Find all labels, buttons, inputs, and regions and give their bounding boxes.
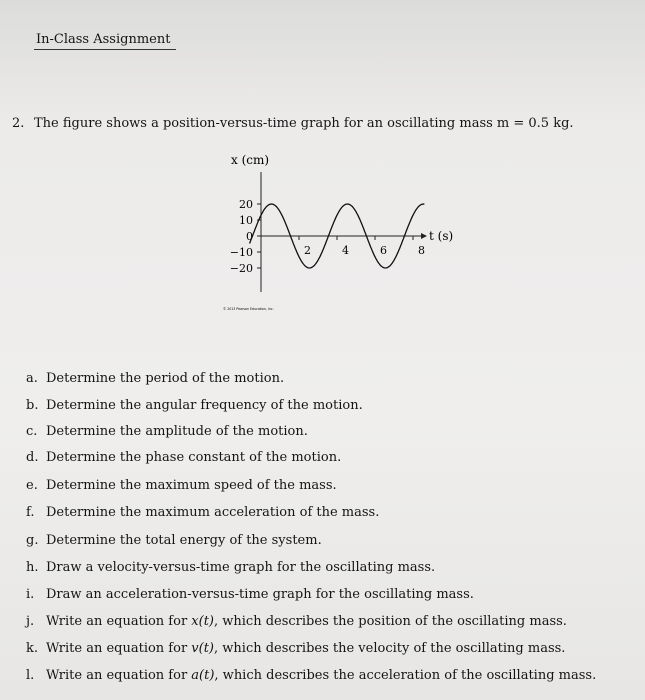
part-text-before: Write an equation for xyxy=(46,641,192,656)
part-11 xyxy=(26,668,596,683)
y-tick-label: 0 xyxy=(246,230,253,243)
part-letter: e. xyxy=(26,478,38,493)
part-function: a(t) xyxy=(191,668,215,683)
x-axis-arrow xyxy=(421,233,427,239)
title-underline xyxy=(34,49,176,50)
y-axis-label: x (cm) xyxy=(231,153,270,167)
y-tick-label: 10 xyxy=(239,214,253,227)
part-letter: d. xyxy=(26,450,39,465)
part-text: Determine the total energy of the system. xyxy=(46,533,322,548)
x-axis-label: t (s) xyxy=(429,229,454,243)
part-function: x(t) xyxy=(191,614,214,629)
copyright-caption: © 2013 Pearson Education, Inc. xyxy=(223,307,274,311)
assignment-title: In-Class Assignment xyxy=(36,32,171,47)
part-text: Determine the maximum speed of the mass. xyxy=(46,478,337,493)
part-letter: l. xyxy=(26,668,35,683)
part-letter: h. xyxy=(26,560,39,575)
y-tick-label: −10 xyxy=(229,246,253,259)
part-function: v(t) xyxy=(191,641,215,656)
question-text: The figure shows a position-versus-time graph for an oscillating mass m = 0.5 kg. xyxy=(34,116,574,131)
part-9 xyxy=(26,614,567,629)
part-letter: b. xyxy=(26,398,39,413)
part-10 xyxy=(26,641,565,656)
part-text: Determine the amplitude of the motion. xyxy=(46,424,308,439)
part-4 xyxy=(26,478,337,493)
part-0 xyxy=(26,371,284,386)
part-text-after: , which describes the velocity of the oscillating mass. xyxy=(214,641,566,656)
y-tick-label: −20 xyxy=(229,262,253,275)
part-text: Draw a velocity-versus-time graph for the oscillating mass. xyxy=(46,560,436,575)
part-letter: j. xyxy=(26,614,35,629)
part-letter: g. xyxy=(26,533,39,548)
part-letter: k. xyxy=(26,641,39,656)
part-1 xyxy=(26,398,363,413)
x-tick-label: 2 xyxy=(304,244,311,257)
part-2 xyxy=(26,424,308,439)
part-8 xyxy=(26,587,474,602)
part-text-after: , which describes the acceleration of the oscillating mass. xyxy=(214,668,597,683)
question-number: 2. xyxy=(12,116,25,131)
position-time-graph xyxy=(195,150,455,320)
part-text: Determine the angular frequency of the motion. xyxy=(46,398,363,413)
part-letter: i. xyxy=(26,587,35,602)
x-tick-label: 8 xyxy=(418,244,425,257)
question-2 xyxy=(12,116,574,131)
part-text: Determine the period of the motion. xyxy=(46,371,285,386)
part-5 xyxy=(26,505,379,520)
y-tick-label: 20 xyxy=(239,198,253,211)
part-letter: a. xyxy=(26,371,38,386)
part-3 xyxy=(26,450,341,465)
part-text: Determine the phase constant of the motion. xyxy=(46,450,342,465)
x-tick-label: 6 xyxy=(380,244,387,257)
part-7 xyxy=(26,560,435,575)
part-letter: c. xyxy=(26,424,38,439)
part-text-before: Write an equation for xyxy=(46,668,192,683)
part-text-after: , which describes the position of the oscillating mass. xyxy=(214,614,567,629)
part-text: Determine the maximum acceleration of the mass. xyxy=(46,505,380,520)
part-letter: f. xyxy=(26,505,35,520)
x-tick-label: 4 xyxy=(342,244,349,257)
part-text-before: Write an equation for xyxy=(46,614,192,629)
part-6 xyxy=(26,533,322,548)
part-text: Draw an acceleration-versus-time graph for the oscillating mass. xyxy=(46,587,474,602)
